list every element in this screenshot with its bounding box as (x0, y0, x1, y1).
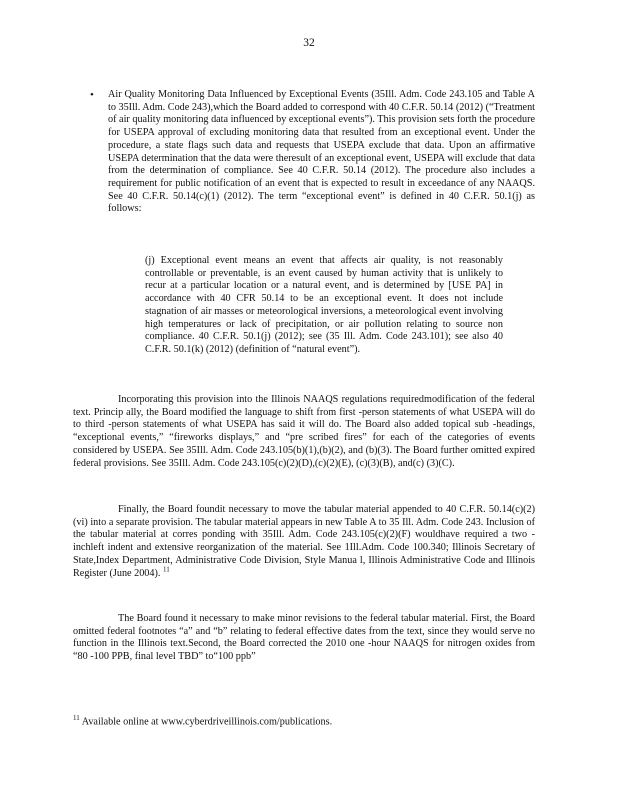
paragraph-finally-text: Finally, the Board foundit necessary to move the tabular material appended to 40 C.F.R. 50.14(c)(2)(vi) into a separate provision. The tabular material appears in new Table A to 35 Ill. Adm. Code 243. Inclusion of the tabular material at corres ponding with 35Ill. Adm. Code 243.105(c)(2)(F) wouldhave required a two -inchleft indent and extensive reorganization of the material. See 1Ill.Adm. Code 100.340; Illinois Secretary of State,Index Department, Administrative Code Division, Style Manua l, Illinois Administrative Code and Illinois Register (June 2004). (73, 504, 535, 579)
footnote-number: 11 (73, 714, 80, 722)
bullet-icon: • (90, 89, 94, 101)
footnote (73, 712, 535, 729)
footnote-reference: 11 (162, 565, 170, 574)
paragraph-finally (73, 504, 535, 580)
paragraph-tabular-revisions: The Board found it necessary to make minor revisions to the federal tabular material. First, the Board omitted federal footnotes “a” and “b” relating to federal effective dates from the text, since they would serve no function in the Illinois text.Second, the Board corrected the 2010 one -hour NAAQS for nitrogen oxides from “80 -100 PPB, final level TBD” to“100 ppb” (73, 613, 535, 663)
block-quote-definition: (j) Exceptional event means an event that affects air quality, is not reasonably controllable or preventable, is an event caused by human activity that is unlikely to recur at a particular location or a natural event, and is determined by [USE PA] in accordance with 40 CFR 50.14 to be an exceptional event. It does not include stagnation of air masses or meteorological inversions, a meteorological event involving high temperatures or lack of precipitation, or air pollution relating to source non compliance. 40 C.F.R. 50.1(j) (2012); see (35 Ill. Adm. Code 243.101); see also 40 C.F.R. 50.1(k) (2012) (definition of “natural event”). (145, 255, 503, 355)
paragraph-incorporating: Incorporating this provision into the Illinois NAAQS regulations requiredmodification of the federal text. Princip ally, the Board modified the language to shift from first -person statements of what USEPA will do to third -person statements of what USEPA has said it will do. The Board also added topical sub -headings, “exceptional events,” “fireworks displays,” and “pre scribed fires” for each of the categories of events considered by USEPA. See 35Ill. Adm. Code 243.105(b)(1),(b)(2), and (b)(3). The Board further omitted expired federal provisions. See 35Ill. Adm. Code 243.105(c)(2)(D),(c)(2)(E), (c)(3)(B), and(c) (3)(C). (73, 394, 535, 469)
page-number: 32 (303, 37, 315, 49)
footnote-text: Available online at www.cyberdriveillinois.com/publications. (79, 716, 333, 728)
bullet-text: Air Quality Monitoring Data Influenced by Exceptional Events (35Ill. Adm. Code 243.105 and Table A to 35Ill. Adm. Code 243),which the Board added to correspond with 40 C.F.R. 50.14 (2012) (“Treatment of air quality monitoring data influenced by exceptional events”). This provision sets forth the procedure for USEPA approval of excluding monitoring data that resulted from an exceptional event. Under the procedure, a state flags such data and requests that USEPA exclude that data. Upon an affirmative USEPA determination that the data were theresult of an exceptional event, USEPA will exclude that data from the determination of compliance. See 40 C.F.R. 50.14 (2012). The procedure also includes a requirement for public notification of an event that is expected to result in exceedance of any NAAQS. See 40 C.F.R. 50.14(c)(1) (2012). The term “exceptional event” is defined in 40 C.F.R. 50.1(j) as follows: (108, 89, 535, 215)
